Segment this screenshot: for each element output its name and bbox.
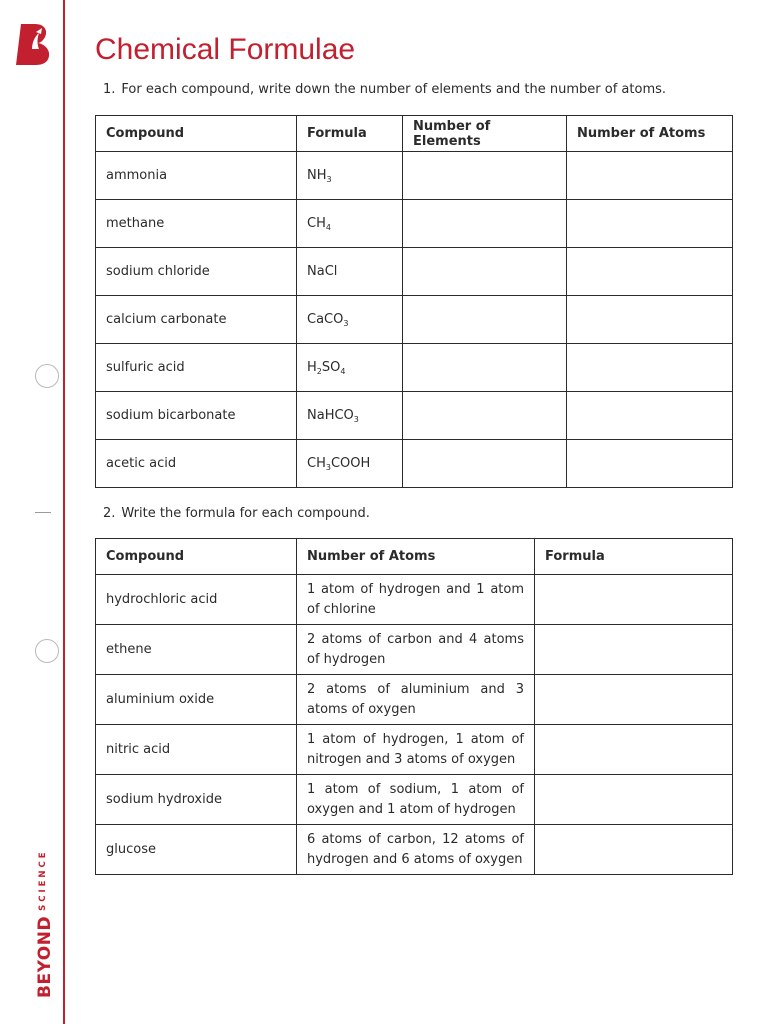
- number-of-elements-answer[interactable]: [403, 200, 567, 248]
- formula-cell: [297, 200, 403, 248]
- beyond-logo-icon: [14, 22, 52, 66]
- number-of-atoms-answer[interactable]: [567, 248, 733, 296]
- atoms-table: [95, 538, 733, 875]
- compound-cell: sodium chloride: [96, 248, 297, 296]
- header-compound: Compound: [96, 116, 297, 152]
- formula-cell: [297, 248, 403, 296]
- brand-wordmark: [35, 849, 55, 998]
- atoms-description-cell: 6 atoms of carbon, 12 atoms of hydrogen and 6 atoms of oxygen: [297, 825, 535, 875]
- formula-answer[interactable]: [535, 675, 733, 725]
- formula-answer[interactable]: [535, 575, 733, 625]
- table-row: [96, 725, 733, 775]
- number-of-atoms-answer[interactable]: [567, 392, 733, 440]
- instruction-1: [103, 82, 666, 97]
- table-row: [96, 296, 733, 344]
- formula-cell: [297, 392, 403, 440]
- table-row: [96, 248, 733, 296]
- number-of-atoms-answer[interactable]: [567, 344, 733, 392]
- formula-symbol: H: [316, 168, 327, 183]
- table-row: [96, 200, 733, 248]
- compound-cell: acetic acid: [96, 440, 297, 488]
- brand-sub: SCIENCE: [38, 849, 48, 911]
- formula-subscript: 3: [343, 319, 349, 328]
- formula-cell: [297, 152, 403, 200]
- header-formula: Formula: [297, 116, 403, 152]
- atoms-description-cell: 1 atom of hydrogen, 1 atom of nitrogen and 3 atoms of oxygen: [297, 725, 535, 775]
- table-row: [96, 675, 733, 725]
- formula-subscript: 2: [316, 367, 322, 376]
- formula-symbol: CH: [307, 456, 326, 471]
- compound-cell: hydrochloric acid: [96, 575, 297, 625]
- compound-cell: ammonia: [96, 152, 297, 200]
- table-row: [96, 825, 733, 875]
- header-compound: Compound: [96, 539, 297, 575]
- compound-cell: sulfuric acid: [96, 344, 297, 392]
- page-title: Chemical Formulae: [95, 33, 356, 66]
- header-number-of-atoms: Number of Atoms: [297, 539, 535, 575]
- formula-symbol: COOH: [330, 456, 371, 471]
- formula-subscript: 4: [340, 367, 346, 376]
- table-header-row: [96, 116, 733, 152]
- formula-answer[interactable]: [535, 825, 733, 875]
- compound-cell: nitric acid: [96, 725, 297, 775]
- instruction-2: [103, 506, 370, 521]
- table-header-row: [96, 539, 733, 575]
- number-of-elements-answer[interactable]: [403, 344, 567, 392]
- formula-symbol: N: [307, 168, 317, 183]
- number-of-elements-answer[interactable]: [403, 296, 567, 344]
- formula-answer[interactable]: [535, 625, 733, 675]
- header-number-of-elements: Number of Elements: [403, 116, 567, 152]
- compound-cell: glucose: [96, 825, 297, 875]
- table-row: [96, 344, 733, 392]
- header-formula: Formula: [535, 539, 733, 575]
- number-of-atoms-answer[interactable]: [567, 200, 733, 248]
- compound-cell: calcium carbonate: [96, 296, 297, 344]
- table-row: [96, 152, 733, 200]
- number-of-elements-answer[interactable]: [403, 392, 567, 440]
- brand-word: BEYOND: [35, 915, 55, 998]
- formula-symbol: H: [316, 216, 326, 231]
- table-row: [96, 440, 733, 488]
- instruction-number: 2.: [103, 506, 116, 521]
- formula-symbol: CaCO: [307, 312, 344, 327]
- table-row: [96, 625, 733, 675]
- instruction-number: 1.: [103, 82, 116, 97]
- formula-answer[interactable]: [535, 725, 733, 775]
- atoms-description-cell: 1 atom of sodium, 1 atom of oxygen and 1 atom of hydrogen: [297, 775, 535, 825]
- number-of-atoms-answer[interactable]: [567, 152, 733, 200]
- number-of-elements-answer[interactable]: [403, 248, 567, 296]
- formula-subscript: 3: [326, 175, 332, 184]
- formula-cell: [297, 440, 403, 488]
- formula-symbol: NaHCO: [307, 408, 354, 423]
- atoms-description-cell: 1 atom of hydrogen and 1 atom of chlorine: [297, 575, 535, 625]
- fold-mark: [35, 512, 51, 513]
- margin-rule: [63, 0, 65, 1024]
- atoms-description-cell: 2 atoms of carbon and 4 atoms of hydrogen: [297, 625, 535, 675]
- formula-cell: [297, 344, 403, 392]
- atoms-description-cell: 2 atoms of aluminium and 3 atoms of oxygen: [297, 675, 535, 725]
- formula-subscript: 3: [325, 463, 331, 472]
- instruction-text: For each compound, write down the number of elements and the number of atoms.: [121, 82, 667, 97]
- formula-symbol: C: [307, 216, 317, 231]
- instruction-text: Write the formula for each compound.: [121, 506, 370, 521]
- formula-symbol: SO: [321, 360, 341, 375]
- table-row: [96, 392, 733, 440]
- formula-subscript: 3: [353, 415, 359, 424]
- table-row: [96, 575, 733, 625]
- compound-cell: sodium bicarbonate: [96, 392, 297, 440]
- punch-hole: [35, 639, 59, 663]
- header-number-of-atoms: Number of Atoms: [567, 116, 733, 152]
- formula-subscript: 4: [325, 223, 331, 232]
- number-of-atoms-answer[interactable]: [567, 440, 733, 488]
- number-of-atoms-answer[interactable]: [567, 296, 733, 344]
- formula-answer[interactable]: [535, 775, 733, 825]
- compound-cell: ethene: [96, 625, 297, 675]
- compound-cell: sodium hydroxide: [96, 775, 297, 825]
- formula-cell: [297, 296, 403, 344]
- number-of-elements-answer[interactable]: [403, 440, 567, 488]
- compound-cell: methane: [96, 200, 297, 248]
- compound-cell: aluminium oxide: [96, 675, 297, 725]
- formula-symbol: H: [307, 360, 317, 375]
- table-row: [96, 775, 733, 825]
- punch-hole: [35, 364, 59, 388]
- formula-symbol: NaCl: [307, 264, 338, 279]
- number-of-elements-answer[interactable]: [403, 152, 567, 200]
- compounds-table: [95, 115, 733, 488]
